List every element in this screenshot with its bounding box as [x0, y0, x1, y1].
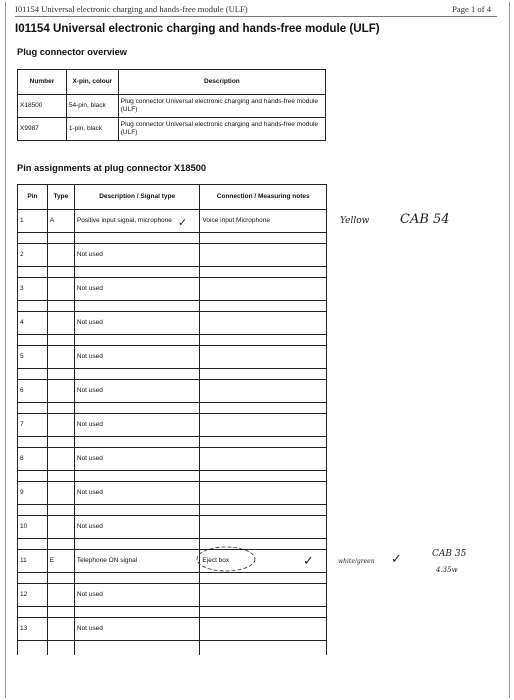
spacer-cell	[200, 641, 327, 656]
pin-row	[18, 482, 327, 505]
pin-description: Not used	[74, 584, 200, 607]
running-header-text: I01154 Universal electronic charging and hands-free module (ULF)	[15, 4, 248, 14]
spacer-cell	[200, 437, 327, 448]
connector-xpin: 1-pin, black	[66, 118, 118, 141]
pin-row-spacer	[18, 437, 327, 448]
pin-connection	[200, 278, 327, 301]
spacer-cell	[18, 539, 48, 550]
pins-header-row	[18, 185, 327, 210]
pin-row-spacer	[18, 573, 327, 584]
running-header	[15, 4, 497, 16]
spacer-cell	[74, 301, 200, 312]
spacer-cell	[18, 403, 48, 414]
connector-description: Plug connector Universal electronic charging and hands-free module (ULF)	[118, 95, 325, 118]
pin-connection	[200, 618, 327, 641]
spacer-cell	[74, 539, 200, 550]
pin-description: Not used	[74, 312, 200, 335]
spacer-cell	[200, 403, 327, 414]
pin-type: E	[47, 550, 74, 573]
pin-row	[18, 448, 327, 471]
handwritten-cab-label: CAB 54	[400, 212, 450, 227]
spacer-cell	[200, 471, 327, 482]
pin-row-spacer	[18, 471, 327, 482]
column-header: Description / Signal type	[74, 185, 200, 210]
pin-description: Positive input signal, microphone	[74, 210, 200, 233]
column-header: Number	[18, 70, 67, 95]
connector-xpin: 54-pin, black	[66, 95, 118, 118]
check-mark: ✓	[178, 217, 188, 229]
pin-row-spacer	[18, 641, 327, 656]
pin-number: 8	[18, 448, 48, 471]
pin-description: Not used	[74, 448, 200, 471]
pin-description: Not used	[74, 244, 200, 267]
pin-type	[47, 244, 74, 267]
table-row	[18, 118, 326, 141]
spacer-cell	[74, 335, 200, 346]
spacer-cell	[18, 369, 48, 380]
spacer-cell	[47, 233, 74, 244]
pin-number: 6	[18, 380, 48, 403]
pin-row-spacer	[18, 539, 327, 550]
spacer-cell	[47, 505, 74, 516]
pin-number: 3	[18, 278, 48, 301]
spacer-cell	[74, 471, 200, 482]
pin-type	[47, 312, 74, 335]
pin-number: 4	[18, 312, 48, 335]
spacer-cell	[47, 403, 74, 414]
pin-description: Not used	[74, 278, 200, 301]
spacer-cell	[18, 641, 48, 656]
pin-description: Not used	[74, 618, 200, 641]
pin-row-spacer	[18, 301, 327, 312]
pin-connection	[200, 448, 327, 471]
pin-number: 10	[18, 516, 48, 539]
pin-connection	[200, 346, 327, 369]
spacer-cell	[18, 471, 48, 482]
pin-row	[18, 414, 327, 437]
spacer-cell	[200, 301, 327, 312]
spacer-cell	[200, 233, 327, 244]
spacer-cell	[200, 267, 327, 278]
pin-number: 5	[18, 346, 48, 369]
pin-row	[18, 550, 327, 573]
spacer-cell	[200, 335, 327, 346]
spacer-cell	[200, 505, 327, 516]
pin-row-spacer	[18, 607, 327, 618]
spacer-cell	[200, 369, 327, 380]
overview-header-row	[18, 70, 326, 95]
pin-row	[18, 516, 327, 539]
spacer-cell	[74, 437, 200, 448]
pin-type	[47, 448, 74, 471]
spacer-cell	[18, 505, 48, 516]
pin-connection	[200, 414, 327, 437]
check-mark: ✓	[391, 551, 402, 566]
pin-type	[47, 414, 74, 437]
spacer-cell	[47, 335, 74, 346]
spacer-cell	[18, 573, 48, 584]
pin-row-spacer	[18, 403, 327, 414]
pin-number: 1	[18, 210, 48, 233]
pin-row-spacer	[18, 335, 327, 346]
pin-row	[18, 618, 327, 641]
check-mark: ✓	[303, 553, 314, 568]
plug-connector-overview-table	[17, 69, 326, 141]
spacer-cell	[18, 437, 48, 448]
page-number: Page 1 of 4	[452, 4, 491, 14]
spacer-cell	[47, 539, 74, 550]
spacer-cell	[18, 607, 48, 618]
pin-type	[47, 380, 74, 403]
pin-number: 7	[18, 414, 48, 437]
connector-description: Plug connector Universal electronic charging and hands-free module (ULF)	[118, 118, 325, 141]
spacer-cell	[47, 369, 74, 380]
spacer-cell	[18, 267, 48, 278]
pin-type	[47, 482, 74, 505]
pin-number: 13	[18, 618, 48, 641]
pin-connection	[200, 312, 327, 335]
pin-number: 11	[18, 550, 48, 573]
pin-connection: Eject box	[200, 550, 327, 573]
spacer-cell	[47, 267, 74, 278]
pin-row	[18, 312, 327, 335]
spacer-cell	[18, 335, 48, 346]
pin-row-spacer	[18, 267, 327, 278]
pin-row-spacer	[18, 369, 327, 380]
pin-description: Not used	[74, 516, 200, 539]
pin-type	[47, 516, 74, 539]
pin-assignments-table	[17, 184, 327, 655]
spacer-cell	[74, 267, 200, 278]
pin-row	[18, 278, 327, 301]
pin-row	[18, 244, 327, 267]
pin-assignments-heading: Pin assignments at plug connector X18500	[17, 163, 207, 173]
spacer-cell	[47, 641, 74, 656]
column-header: Connection / Measuring notes	[200, 185, 327, 210]
spacer-cell	[74, 573, 200, 584]
handwritten-cab-label: CAB 35	[432, 549, 467, 559]
pin-number: 2	[18, 244, 48, 267]
spacer-cell	[18, 301, 48, 312]
spacer-cell	[47, 301, 74, 312]
spacer-cell	[74, 641, 200, 656]
spacer-cell	[47, 573, 74, 584]
pin-description: Not used	[74, 414, 200, 437]
connector-number: X18500	[18, 95, 67, 118]
pin-type: A	[47, 210, 74, 233]
header-rule	[15, 16, 497, 17]
column-header: Type	[47, 185, 74, 210]
pin-row	[18, 346, 327, 369]
column-header: X-pin, colour	[66, 70, 118, 95]
pin-connection	[200, 244, 327, 267]
pin-description: Telephone ON signal	[74, 550, 200, 573]
pin-connection	[200, 516, 327, 539]
spacer-cell	[74, 369, 200, 380]
pin-type	[47, 278, 74, 301]
spacer-cell	[18, 233, 48, 244]
circle-annotation	[195, 541, 265, 575]
pin-description: Not used	[74, 380, 200, 403]
pin-row	[18, 210, 327, 233]
table-row	[18, 95, 326, 118]
connector-number: X9987	[18, 118, 67, 141]
handwritten-wire-color: white/green	[338, 558, 375, 565]
pin-row	[18, 380, 327, 403]
spacer-cell	[200, 607, 327, 618]
document-title: I01154 Universal electronic charging and hands-free module (ULF)	[15, 22, 380, 35]
column-header: Description	[118, 70, 325, 95]
pin-description: Not used	[74, 482, 200, 505]
spacer-cell	[74, 233, 200, 244]
spacer-cell	[74, 607, 200, 618]
handwritten-wire-color: Yellow	[340, 216, 370, 226]
column-header: Pin	[18, 185, 48, 210]
pin-connection	[200, 482, 327, 505]
spacer-cell	[47, 607, 74, 618]
handwritten-note: 4.35w	[436, 566, 458, 574]
spacer-cell	[74, 505, 200, 516]
pin-row-spacer	[18, 505, 327, 516]
pin-row	[18, 584, 327, 607]
pin-connection: Voice input Microphone	[200, 210, 327, 233]
spacer-cell	[47, 437, 74, 448]
spacer-cell	[47, 471, 74, 482]
pin-type	[47, 346, 74, 369]
pin-row-spacer	[18, 233, 327, 244]
overview-heading: Plug connector overview	[17, 47, 128, 57]
pin-type	[47, 584, 74, 607]
pin-connection	[200, 380, 327, 403]
pin-connection	[200, 584, 327, 607]
spacer-cell	[74, 403, 200, 414]
pin-type	[47, 618, 74, 641]
pin-number: 12	[18, 584, 48, 607]
pin-description: Not used	[74, 346, 200, 369]
pin-number: 9	[18, 482, 48, 505]
